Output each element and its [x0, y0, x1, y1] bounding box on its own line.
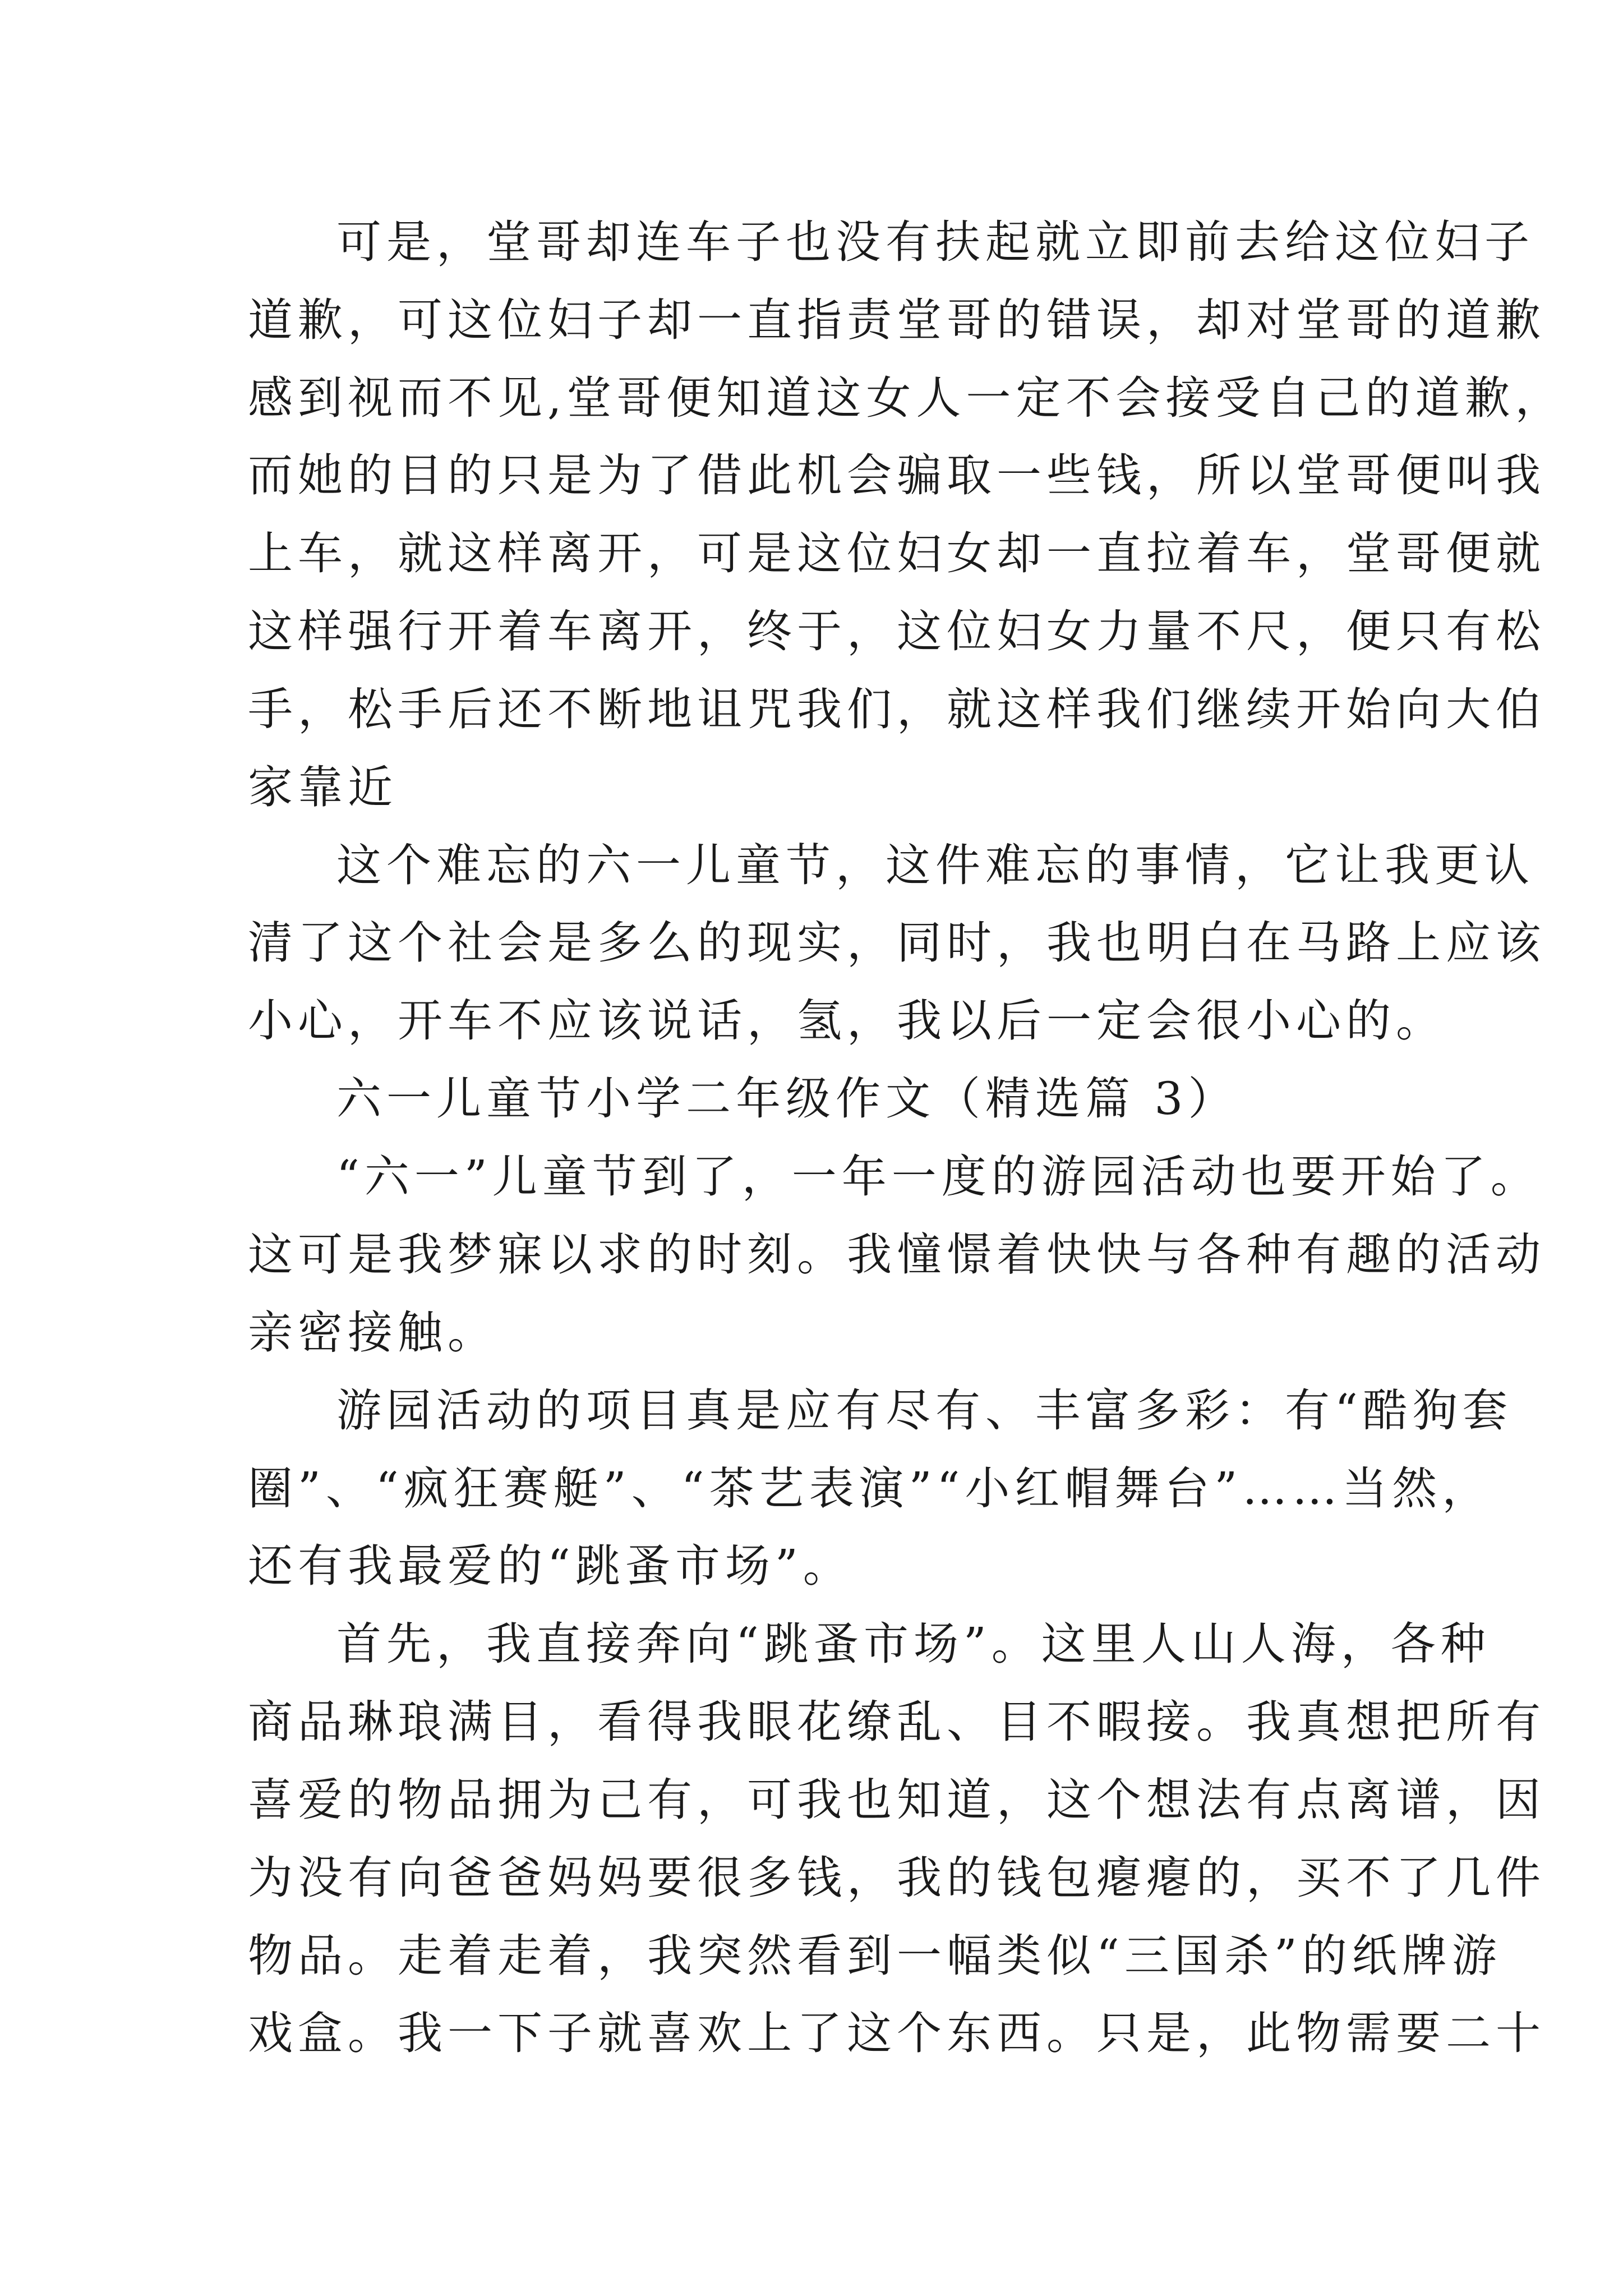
text-line: 道歉，可这位妇子却一直指责堂哥的错误，却对堂哥的道歉 [248, 294, 1546, 346]
text-line: 圈”、“疯狂赛艇”、“茶艺表演”“小红帽舞台”……当然， [248, 1462, 1492, 1515]
text-line: 商品琳琅满目，看得我眼花缭乱、目不暇接。我真想把所有 [248, 1696, 1546, 1748]
text-line: 家靠近 [248, 761, 398, 813]
text-line: 小心，开车不应该说话，氢，我以后一定会很小心的。 [248, 995, 1446, 1047]
text-line: 上车，就这样离开，可是这位妇女却一直拉着车，堂哥便就 [248, 527, 1546, 579]
text-line: 物品。走着走着，我突然看到一幅类似“三国杀”的纸牌游 [248, 1930, 1502, 1982]
text-line: 可是，堂哥却连车子也没有扶起就立即前去给这位妇子 [336, 216, 1534, 268]
text-line: 游园活动的项目真是应有尽有、丰富多彩：有“酷狗套 [336, 1384, 1513, 1437]
text-line: 这个难忘的六一儿童节，这件难忘的事情，它让我更认 [336, 839, 1534, 891]
section-heading: 六一儿童节小学二年级作文（精选篇 3） [336, 1073, 1238, 1125]
text-line: 而她的目的只是为了借此机会骗取一些钱，所以堂哥便叫我 [248, 449, 1546, 501]
text-line: 这样强行开着车离开，终于，这位妇女力量不尺，便只有松 [248, 605, 1546, 657]
text-line: 感到视而不见,堂哥便知道这女人一定不会接受自己的道歉， [248, 372, 1565, 424]
text-line: 首先，我直接奔向“跳蚤市场”。这里人山人海，各种 [336, 1618, 1491, 1670]
text-line: 为没有向爸爸妈妈要很多钱，我的钱包瘪瘪的，买不了几件 [248, 1852, 1546, 1904]
text-line: 这可是我梦寐以求的时刻。我憧憬着快快与各种有趣的活动 [248, 1228, 1546, 1281]
text-line: 清了这个社会是多么的现实，同时，我也明白在马路上应该 [248, 917, 1546, 969]
text-line: 亲密接触。 [248, 1306, 497, 1359]
text-line: “六一”儿童节到了，一年一度的游园活动也要开始了。 [336, 1151, 1541, 1203]
text-line: 手，松手后还不断地诅咒我们，就这样我们继续开始向大伯 [248, 683, 1546, 735]
text-line: 还有我最爱的“跳蚤市场”。 [248, 1540, 853, 1592]
text-line: 戏盒。我一下子就喜欢上了这个东西。只是，此物需要二十 [248, 2007, 1546, 2059]
text-line: 喜爱的物品拥为己有，可我也知道，这个想法有点离谱，因 [248, 1774, 1546, 1826]
